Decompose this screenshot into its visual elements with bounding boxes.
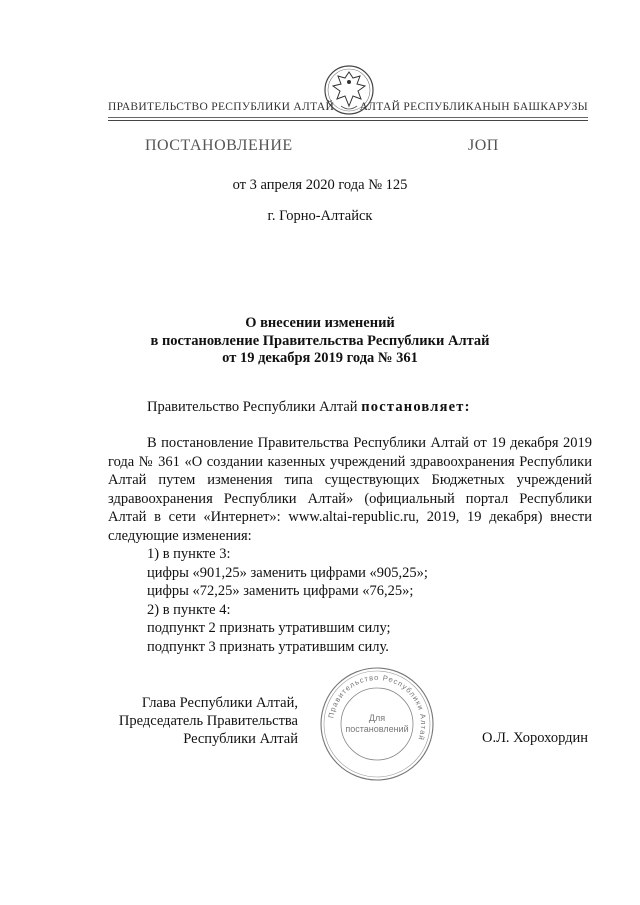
svg-text:постановлений: постановлений bbox=[345, 724, 409, 734]
list-item: цифры «901,25» заменить цифрами «905,25»; bbox=[147, 564, 428, 581]
svg-text:Для: Для bbox=[368, 713, 386, 723]
amendment-list bbox=[147, 545, 428, 656]
title-line-3: от 19 декабря 2019 года № 361 bbox=[222, 350, 418, 366]
doc-type-russian: ПОСТАНОВЛЕНИЕ bbox=[145, 137, 293, 154]
decree-verb: постановляет: bbox=[361, 399, 471, 415]
title-line-2: в постановление Правительства Республики Алтай bbox=[150, 332, 490, 349]
decree-line bbox=[147, 399, 471, 416]
list-item: 1) в пункте 3: bbox=[147, 546, 231, 562]
official-seal-stamp bbox=[318, 665, 436, 783]
document-title bbox=[0, 315, 640, 368]
title-line-1: О внесении изменений bbox=[245, 315, 395, 331]
org-name-altai: АЛТАЙ РЕСПУБЛИКАНЫН БАШКАРУЗЫ bbox=[359, 101, 588, 113]
svg-text:Правительство Республики Алтай: Правительство Республики Алтай bbox=[326, 672, 429, 742]
signatory-line-1: Глава Республики Алтай, bbox=[141, 695, 298, 711]
org-name-russian: ПРАВИТЕЛЬСТВО РЕСПУБЛИКИ АЛТАЙ bbox=[108, 101, 335, 113]
signatory-line-2: Председатель Правительства bbox=[118, 713, 298, 729]
document-date: от 3 апреля 2020 года № 125 bbox=[232, 177, 408, 193]
header-rule-top bbox=[108, 117, 588, 118]
decree-prefix: Правительство Республики Алтай bbox=[147, 399, 362, 415]
document-city: г. Горно-Алтайск bbox=[267, 208, 373, 224]
list-item: подпункт 2 признать утратившим силу; bbox=[147, 620, 391, 636]
header-org-line bbox=[108, 100, 588, 118]
signatory-title bbox=[108, 694, 298, 748]
list-item: подпункт 3 признать утратившим силу. bbox=[147, 638, 389, 655]
list-item: цифры «72,25» заменить цифрами «76,25»; bbox=[147, 583, 414, 599]
body-paragraph: В постановление Правительства Республики Алтай от 19 декабря 2019 года № 361 «О создании казенных учреждений здравоохранения Республики Алтай путем изменения типа существующих Бюджетных учреждений здравоохранения Республики Алтай» (официальный портал Республики Алтай в сети «Интернет»: www.altai-republic.ru, 2019, 19 декабря) внести следующие изменения: bbox=[108, 435, 592, 544]
doc-type-altai: ЈОП bbox=[468, 137, 499, 154]
signatory-line-3: Республики Алтай bbox=[183, 731, 298, 747]
signatory-name: О.Л. Хорохордин bbox=[482, 730, 589, 746]
list-item: 2) в пункте 4: bbox=[147, 601, 231, 618]
header-rule-bottom bbox=[108, 120, 588, 121]
